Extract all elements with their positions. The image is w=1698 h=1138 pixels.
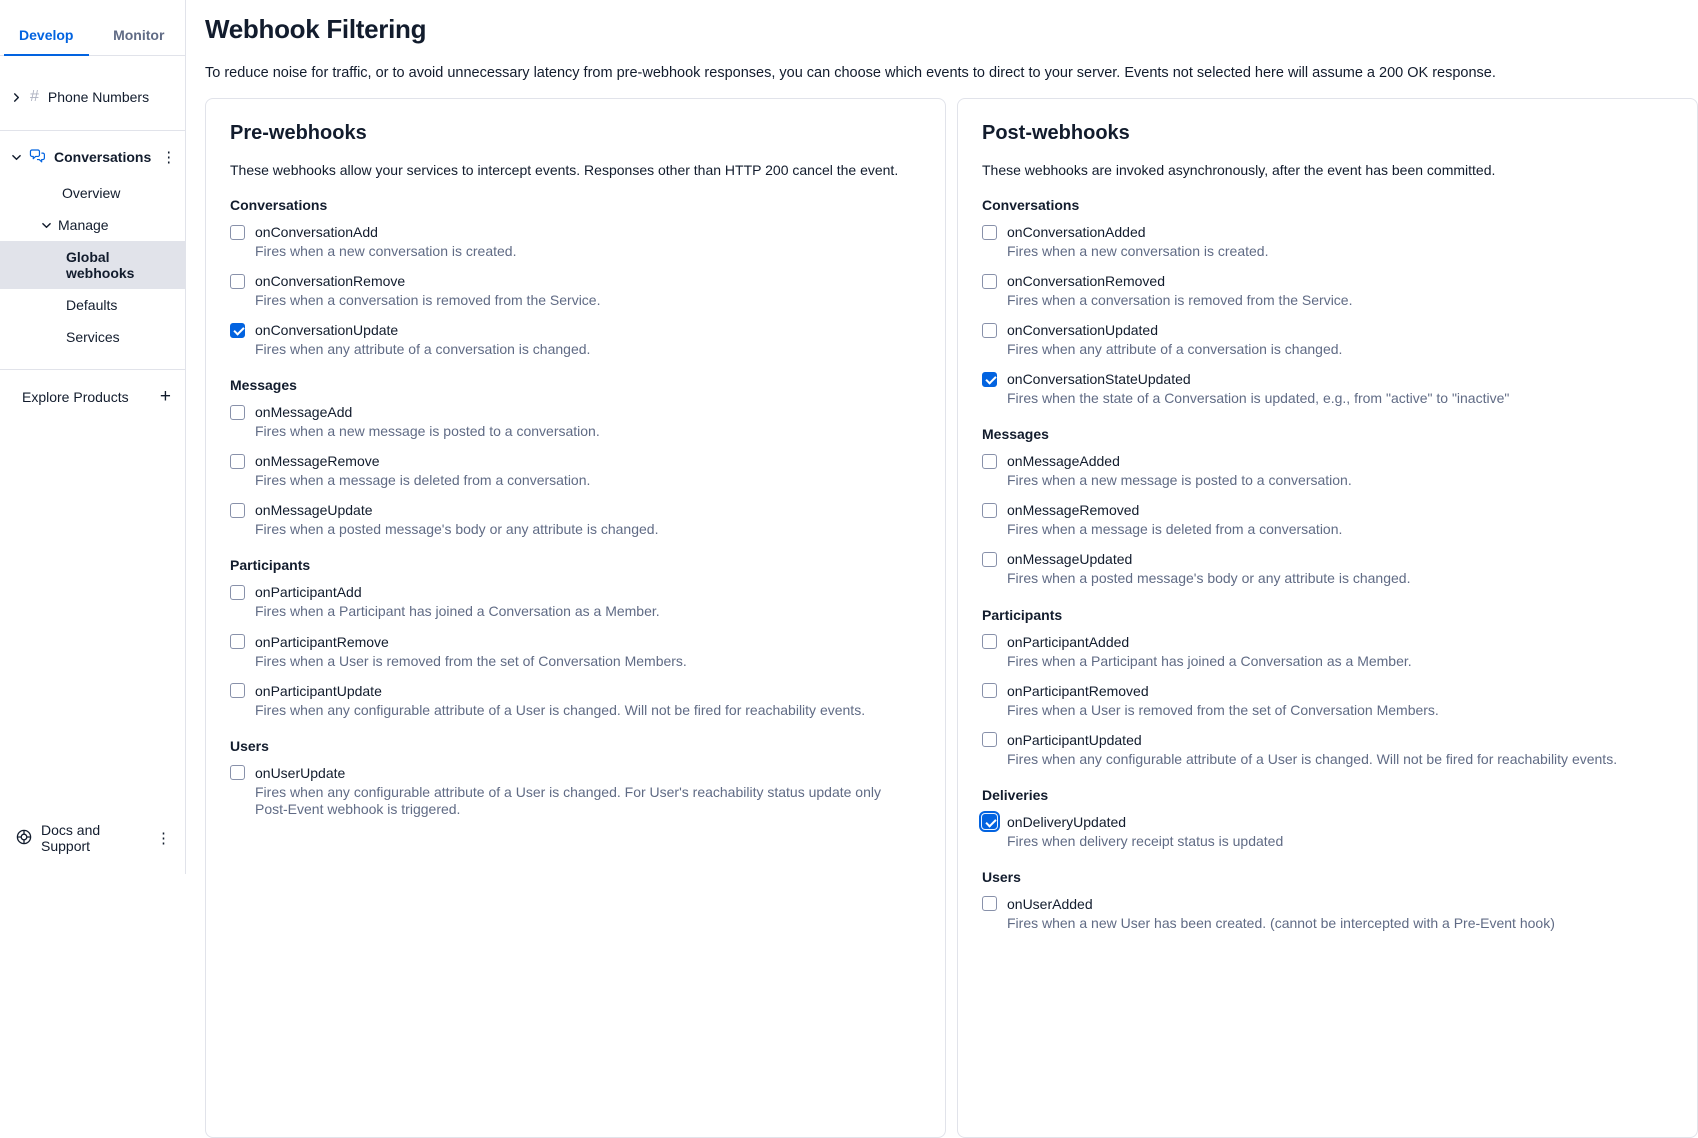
plus-icon[interactable]: + (159, 386, 171, 407)
webhook-event-name: onMessageRemoved (1007, 502, 1140, 519)
webhook-event-name: onParticipantUpdate (255, 682, 382, 699)
explore-products-label: Explore Products (22, 389, 129, 405)
webhook-event-description: Fires when a User is removed from the set of Conversation Members. (255, 652, 687, 669)
checkbox-onParticipantUpdate[interactable] (230, 683, 245, 698)
webhook-event-description: Fires when a new conversation is created. (1007, 243, 1269, 259)
section-label: Conversations (982, 197, 1080, 213)
webhook-event-item (230, 224, 921, 260)
webhook-event-row[interactable] (982, 896, 1673, 912)
webhook-event-item (982, 322, 1673, 358)
sidebar-group-conversations[interactable] (0, 131, 185, 177)
webhook-event-name: onMessageUpdate (255, 502, 373, 519)
sidebar-item-manage[interactable] (0, 209, 185, 241)
webhook-event-description: Fires when any configurable attribute of a User is changed. Will not be fired for reachability events. (1007, 750, 1618, 767)
sidebar-item-label: Phone Numbers (47, 89, 150, 105)
webhook-event-row[interactable] (230, 404, 921, 420)
checkbox-onConversationUpdate[interactable] (230, 323, 245, 338)
webhook-event-name: onParticipantRemove (255, 633, 389, 650)
webhook-section (982, 197, 1673, 407)
section-label: Participants (230, 557, 311, 574)
chevron-down-icon[interactable] (12, 153, 21, 162)
webhook-event-description: Fires when a conversation is removed from the Service. (255, 292, 601, 309)
webhook-event-description: Fires when a new User has been created. (cannot be intercepted with a Pre-Event hook) (1007, 914, 1555, 931)
webhook-section (982, 426, 1673, 587)
checkbox-onParticipantRemove[interactable] (230, 634, 245, 649)
webhook-event-row[interactable] (982, 502, 1673, 518)
webhook-event-name: onConversationStateUpdated (1007, 371, 1191, 388)
sidebar (0, 0, 186, 874)
conversations-icon (29, 147, 46, 167)
webhook-event-item (982, 453, 1673, 489)
sidebar-item-phone-numbers[interactable] (0, 80, 185, 114)
webhook-event-description: Fires when a conversation is removed from the Service. (1007, 292, 1353, 309)
post-webhooks-list (982, 197, 1673, 932)
docs-and-support[interactable] (0, 806, 185, 874)
webhook-event-name: onMessageAdd (255, 404, 353, 421)
webhook-event-name: onParticipantRemoved (1007, 682, 1149, 699)
checkbox-onMessageRemoved[interactable] (982, 503, 997, 518)
webhook-event-item (982, 551, 1673, 587)
sidebar-item-global-webhooks[interactable]: Global webhooks (0, 241, 185, 289)
tab-develop[interactable]: Develop (0, 18, 93, 55)
webhook-event-description: Fires when delivery receipt status is updated (1007, 832, 1284, 849)
page-subtitle: To reduce noise for traffic, or to avoid unnecessary latency from pre-webhook responses, you can choose which events to direct to your server. Events not selected here will assume a 200 OK response. (205, 65, 1496, 81)
sidebar-item-defaults[interactable]: Defaults (66, 297, 118, 313)
section-label: Participants (982, 606, 1063, 623)
section-label: Conversations (230, 197, 328, 213)
card-description: These webhooks allow your services to intercept events. Responses other than HTTP 200 cancel the event. (230, 162, 899, 178)
webhook-section (230, 557, 921, 718)
webhook-event-row[interactable] (982, 273, 1673, 289)
webhook-event-item (982, 683, 1673, 719)
checkbox-onMessageUpdate[interactable] (230, 503, 245, 518)
section-label: Messages (230, 377, 297, 394)
webhook-event-item (230, 634, 921, 670)
webhook-event-item (982, 371, 1673, 407)
checkbox-onMessageRemove[interactable] (230, 454, 245, 469)
webhook-section (982, 787, 1673, 850)
chevron-down-icon[interactable] (42, 221, 51, 230)
webhook-event-item (230, 683, 921, 719)
webhook-event-item (230, 273, 921, 309)
webhook-event-item (982, 732, 1673, 768)
post-webhooks-card (957, 98, 1698, 1138)
webhook-event-row[interactable] (982, 634, 1673, 650)
pre-webhooks-list (230, 197, 921, 818)
webhook-event-name: onMessageAdded (1007, 453, 1120, 470)
webhook-event-item (230, 502, 921, 538)
sidebar-item-overview[interactable]: Overview (62, 185, 121, 201)
webhook-event-description: Fires when any configurable attribute of a User is changed. Will not be fired for reachability events. (255, 701, 866, 718)
kebab-menu-icon[interactable]: ⋮ (161, 149, 177, 166)
webhook-event-description: Fires when a new message is posted to a conversation. (1007, 472, 1352, 489)
sidebar-item-services[interactable]: Services (66, 329, 120, 345)
checkbox-onParticipantRemoved[interactable] (982, 683, 997, 698)
webhook-event-name: onConversationUpdated (1007, 322, 1158, 339)
pre-webhooks-card (205, 98, 946, 1138)
webhook-event-name: onConversationAdd (255, 224, 378, 240)
webhook-event-name: onParticipantAdd (255, 584, 362, 601)
webhook-event-item (230, 404, 921, 440)
webhook-event-description: Fires when a Participant has joined a Conversation as a Member. (1007, 652, 1412, 669)
webhook-event-row[interactable] (230, 502, 921, 518)
webhook-event-row[interactable] (982, 683, 1673, 699)
webhook-event-name: onMessageUpdated (1007, 551, 1133, 568)
checkbox-onDeliveryUpdated[interactable] (982, 814, 997, 829)
tab-monitor[interactable]: Monitor (113, 27, 165, 43)
main-content (186, 0, 1698, 931)
webhook-event-row[interactable] (230, 322, 921, 338)
webhook-event-item (230, 322, 921, 358)
checkbox-onConversationUpdated[interactable] (982, 323, 997, 338)
checkbox-onParticipantUpdated[interactable] (982, 732, 997, 747)
docs-support-label: Docs and Support (41, 822, 101, 854)
webhook-event-name: onConversationUpdate (255, 322, 399, 339)
webhook-section (230, 197, 921, 358)
kebab-menu-icon[interactable]: ⋮ (156, 830, 171, 847)
webhook-event-name: onParticipantUpdated (1007, 731, 1142, 748)
webhook-event-row[interactable] (230, 765, 921, 781)
explore-products-button[interactable] (0, 370, 185, 416)
hash-icon: # (30, 88, 39, 105)
checkbox-onUserAdded[interactable] (982, 896, 997, 911)
webhook-section (230, 738, 921, 818)
webhook-event-item (230, 765, 921, 818)
webhook-event-row[interactable] (982, 224, 1673, 240)
webhook-event-name: onUserUpdate (255, 764, 346, 781)
webhook-event-row[interactable] (982, 814, 1673, 830)
card-title: Pre-webhooks (230, 122, 367, 144)
webhook-section (982, 607, 1673, 768)
chevron-right-icon[interactable] (12, 93, 21, 102)
webhook-event-item (230, 584, 921, 620)
webhook-event-name: onParticipantAdded (1007, 633, 1130, 650)
checkbox-onMessageAdd[interactable] (230, 405, 245, 420)
webhook-event-name: onDeliveryUpdated (1007, 813, 1127, 830)
webhook-section (230, 377, 921, 538)
section-label: Messages (982, 426, 1049, 443)
checkbox-onConversationRemoved[interactable] (982, 274, 997, 289)
webhook-event-description: Fires when a posted message's body or any attribute is changed. (1007, 570, 1411, 587)
checkbox-onMessageAdded[interactable] (982, 454, 997, 469)
webhook-event-item (982, 224, 1673, 260)
checkbox-onMessageUpdated[interactable] (982, 552, 997, 567)
sidebar-tabs (0, 0, 185, 56)
webhook-event-row[interactable] (230, 453, 921, 469)
webhook-event-description: Fires when the state of a Conversation is updated, e.g., from "active" to "inactive" (1007, 390, 1510, 407)
webhook-event-description: Fires when any attribute of a conversation is changed. (1007, 341, 1343, 358)
section-label: Users (982, 868, 1021, 885)
webhook-event-row[interactable] (982, 551, 1673, 567)
webhook-event-row[interactable] (230, 634, 921, 650)
section-label: Users (230, 737, 269, 754)
webhook-event-description: Fires when any configurable attribute of a User is changed. For User's reachability status update only Post-Event webhook is triggered. (255, 783, 881, 817)
webhook-event-description: Fires when a new conversation is created. (255, 243, 517, 259)
webhook-event-description: Fires when a message is deleted from a conversation. (255, 472, 591, 489)
webhook-event-name: onMessageRemove (255, 453, 380, 470)
checkbox-onParticipantAdded[interactable] (982, 634, 997, 649)
webhook-event-row[interactable] (982, 453, 1673, 469)
webhook-event-name: onConversationAdded (1007, 224, 1146, 240)
webhook-event-row[interactable] (230, 224, 921, 240)
page-title: Webhook Filtering (205, 14, 427, 44)
section-label: Deliveries (982, 786, 1049, 803)
webhook-event-name: onConversationRemoved (1007, 273, 1165, 290)
webhook-event-item (982, 502, 1673, 538)
card-title: Post-webhooks (982, 122, 1130, 144)
checkbox-onConversationStateUpdated[interactable] (982, 372, 997, 387)
sidebar-group-label: Conversations (54, 149, 152, 165)
webhook-cards (205, 98, 1698, 1138)
webhook-event-description: Fires when a posted message's body or any attribute is changed. (255, 521, 659, 538)
webhook-event-row[interactable] (982, 371, 1673, 387)
webhook-section (982, 869, 1673, 932)
webhook-event-description: Fires when a Participant has joined a Conversation as a Member. (255, 603, 660, 620)
webhook-event-description: Fires when any attribute of a conversation is changed. (255, 341, 591, 358)
webhook-event-row[interactable] (230, 273, 921, 289)
webhook-event-name: onUserAdded (1007, 895, 1093, 912)
webhook-event-description: Fires when a User is removed from the set of Conversation Members. (1007, 701, 1439, 718)
webhook-event-item (982, 896, 1673, 932)
checkbox-onConversationAdd[interactable] (230, 225, 245, 240)
sidebar-item-label: Manage (58, 217, 109, 233)
checkbox-onConversationAdded[interactable] (982, 225, 997, 240)
webhook-event-row[interactable] (230, 683, 921, 699)
checkbox-onUserUpdate[interactable] (230, 765, 245, 780)
webhook-event-item (982, 634, 1673, 670)
webhook-event-row[interactable] (982, 322, 1673, 338)
webhook-event-row[interactable] (230, 584, 921, 600)
life-ring-icon (16, 829, 32, 848)
webhook-event-name: onConversationRemove (255, 273, 406, 290)
webhook-event-description: Fires when a new message is posted to a conversation. (255, 423, 600, 440)
checkbox-onConversationRemove[interactable] (230, 274, 245, 289)
webhook-event-row[interactable] (982, 732, 1673, 748)
card-description: These webhooks are invoked asynchronously, after the event has been committed. (982, 162, 1496, 178)
webhook-event-item (982, 273, 1673, 309)
checkbox-onParticipantAdd[interactable] (230, 585, 245, 600)
webhook-event-item (982, 814, 1673, 850)
webhook-event-description: Fires when a message is deleted from a conversation. (1007, 521, 1343, 538)
webhook-event-item (230, 453, 921, 489)
